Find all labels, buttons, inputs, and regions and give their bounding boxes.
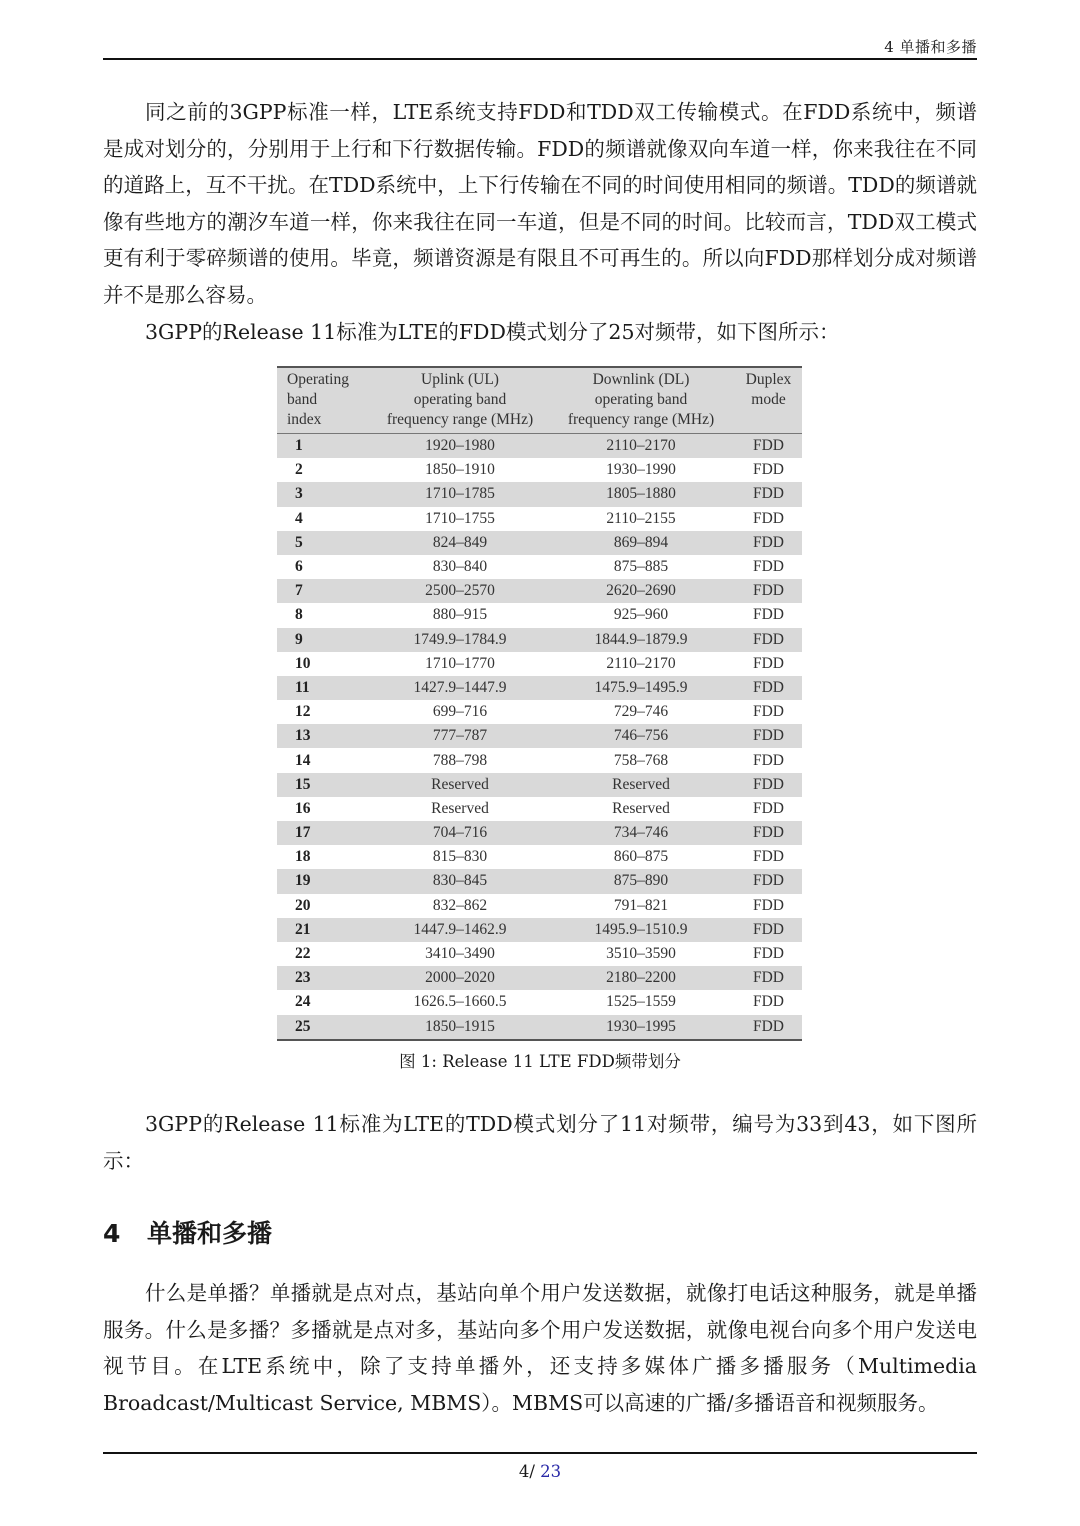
cell-duplex-mode: FDD <box>735 676 802 700</box>
table-header-row <box>277 367 802 434</box>
cell-uplink-range: 832–862 <box>373 894 547 918</box>
cell-downlink-range: 875–890 <box>547 869 735 893</box>
cell-uplink-range: 1710–1785 <box>373 482 547 506</box>
cell-uplink-range: 1447.9–1462.9 <box>373 918 547 942</box>
table-row <box>277 869 802 893</box>
cell-downlink-range: 2110–2155 <box>547 507 735 531</box>
cell-band-index: 20 <box>277 894 373 918</box>
cell-band-index: 7 <box>277 579 373 603</box>
cell-uplink-range: 2000–2020 <box>373 966 547 990</box>
cell-band-index: 23 <box>277 966 373 990</box>
header-downlink: Downlink (DL) operating band frequency range (MHz) <box>547 367 735 434</box>
running-header <box>103 34 977 58</box>
cell-duplex-mode: FDD <box>735 748 802 772</box>
cell-uplink-range: 1710–1770 <box>373 652 547 676</box>
cell-downlink-range: 925–960 <box>547 603 735 627</box>
cell-downlink-range: 1930–1995 <box>547 1015 735 1040</box>
table-body <box>277 434 802 1040</box>
cell-duplex-mode: FDD <box>735 482 802 506</box>
table-row <box>277 942 802 966</box>
section-heading <box>103 1214 272 1250</box>
cell-downlink-range: 1844.9–1879.9 <box>547 628 735 652</box>
cell-band-index: 3 <box>277 482 373 506</box>
cell-uplink-range: 777–787 <box>373 724 547 748</box>
cell-duplex-mode: FDD <box>735 652 802 676</box>
cell-downlink-range: 1475.9–1495.9 <box>547 676 735 700</box>
header-uplink: Uplink (UL) operating band frequency range (MHz) <box>373 367 547 434</box>
table-row <box>277 579 802 603</box>
cell-duplex-mode: FDD <box>735 821 802 845</box>
cell-uplink-range: 830–840 <box>373 555 547 579</box>
cell-duplex-mode: FDD <box>735 700 802 724</box>
cell-duplex-mode: FDD <box>735 434 802 459</box>
cell-duplex-mode: FDD <box>735 894 802 918</box>
cell-uplink-range: Reserved <box>373 773 547 797</box>
cell-downlink-range: 746–756 <box>547 724 735 748</box>
cell-duplex-mode: FDD <box>735 458 802 482</box>
cell-downlink-range: 758–768 <box>547 748 735 772</box>
cell-duplex-mode: FDD <box>735 531 802 555</box>
cell-duplex-mode: FDD <box>735 990 802 1014</box>
header-band-index: Operating band index <box>277 367 373 434</box>
table-row <box>277 821 802 845</box>
cell-duplex-mode: FDD <box>735 1015 802 1040</box>
table-row <box>277 434 802 459</box>
cell-uplink-range: 788–798 <box>373 748 547 772</box>
cell-downlink-range: 2110–2170 <box>547 434 735 459</box>
cell-band-index: 4 <box>277 507 373 531</box>
section-title: 单播和多播 <box>147 1219 273 1248</box>
cell-uplink-range: Reserved <box>373 797 547 821</box>
cell-duplex-mode: FDD <box>735 918 802 942</box>
footer-rule <box>103 1452 977 1454</box>
cell-downlink-range: 2180–2200 <box>547 966 735 990</box>
cell-duplex-mode: FDD <box>735 603 802 627</box>
table-row <box>277 797 802 821</box>
cell-band-index: 10 <box>277 652 373 676</box>
cell-band-index: 25 <box>277 1015 373 1040</box>
cell-band-index: 24 <box>277 990 373 1014</box>
unicast-multicast-paragraph: 什么是单播？单播就是点对点，基站向单个用户发送数据，就像打电话这种服务，就是单播服务。什么是多播？多播就是点对多，基站向多个用户发送数据，就像电视台向多个用户发送电视节目。在LTE系统中，除了支持单播外，还支持多媒体广播多播服务（Multimedia Broadcast/Multicast Service, MBMS）。MBMS可以高速的广播/多播语音和视频服务。 <box>103 1281 977 1415</box>
cell-duplex-mode: FDD <box>735 773 802 797</box>
cell-band-index: 19 <box>277 869 373 893</box>
table-row <box>277 555 802 579</box>
table-row <box>277 748 802 772</box>
cell-uplink-range: 699–716 <box>373 700 547 724</box>
cell-band-index: 1 <box>277 434 373 459</box>
intro-paragraph: 同之前的3GPP标准一样，LTE系统支持FDD和TDD双工传输模式。在FDD系统中，频谱是成对划分的，分别用于上行和下行数据传输。FDD的频谱就像双向车道一样，你来我往在不同的道路上，互不干扰。在TDD系统中，上下行传输在不同的时间使用相同的频谱。TDD的频谱就像有些地方的潮汐车道一样，你来我往在同一车道，但是不同的时间。比较而言，TDD双工模式更有利于零碎频谱的使用。毕竟，频谱资源是有限且不可再生的。所以向FDD那样划分成对频谱并不是那么容易。 <box>103 100 977 307</box>
cell-downlink-range: 875–885 <box>547 555 735 579</box>
cell-downlink-range: 2620–2690 <box>547 579 735 603</box>
cell-duplex-mode: FDD <box>735 869 802 893</box>
cell-band-index: 15 <box>277 773 373 797</box>
table-row <box>277 628 802 652</box>
table-row <box>277 966 802 990</box>
cell-uplink-range: 1427.9–1447.9 <box>373 676 547 700</box>
cell-duplex-mode: FDD <box>735 724 802 748</box>
page-current: 4/ <box>518 1462 535 1481</box>
cell-band-index: 2 <box>277 458 373 482</box>
cell-uplink-range: 1626.5–1660.5 <box>373 990 547 1014</box>
cell-downlink-range: 860–875 <box>547 845 735 869</box>
table-row <box>277 700 802 724</box>
cell-downlink-range: 869–894 <box>547 531 735 555</box>
cell-uplink-range: 1850–1910 <box>373 458 547 482</box>
cell-band-index: 5 <box>277 531 373 555</box>
cell-downlink-range: 1525–1559 <box>547 990 735 1014</box>
table-row <box>277 531 802 555</box>
cell-downlink-range: 2110–2170 <box>547 652 735 676</box>
cell-band-index: 17 <box>277 821 373 845</box>
table-row <box>277 724 802 748</box>
cell-band-index: 14 <box>277 748 373 772</box>
cell-duplex-mode: FDD <box>735 579 802 603</box>
cell-uplink-range: 2500–2570 <box>373 579 547 603</box>
cell-downlink-range: 3510–3590 <box>547 942 735 966</box>
table-row <box>277 603 802 627</box>
cell-duplex-mode: FDD <box>735 966 802 990</box>
cell-uplink-range: 880–915 <box>373 603 547 627</box>
figure-caption: 图 1: Release 11 LTE FDD频带划分 <box>399 1052 681 1071</box>
table-row <box>277 845 802 869</box>
cell-downlink-range: 734–746 <box>547 821 735 845</box>
table-row <box>277 507 802 531</box>
table-row <box>277 918 802 942</box>
cell-downlink-range: Reserved <box>547 773 735 797</box>
cell-uplink-range: 1749.9–1784.9 <box>373 628 547 652</box>
fdd-band-table-figure <box>277 366 802 1041</box>
cell-duplex-mode: FDD <box>735 507 802 531</box>
table-row <box>277 990 802 1014</box>
cell-downlink-range: 729–746 <box>547 700 735 724</box>
page-number <box>0 1462 1080 1481</box>
cell-downlink-range: 1930–1990 <box>547 458 735 482</box>
table-row <box>277 1015 802 1040</box>
cell-band-index: 16 <box>277 797 373 821</box>
cell-uplink-range: 824–849 <box>373 531 547 555</box>
cell-band-index: 12 <box>277 700 373 724</box>
table-row <box>277 894 802 918</box>
cell-band-index: 22 <box>277 942 373 966</box>
table-row <box>277 676 802 700</box>
cell-duplex-mode: FDD <box>735 628 802 652</box>
cell-downlink-range: Reserved <box>547 797 735 821</box>
section-number: 4 <box>103 1219 121 1248</box>
fdd-band-table <box>277 366 802 1041</box>
table-row <box>277 773 802 797</box>
cell-band-index: 13 <box>277 724 373 748</box>
header-rule <box>103 58 977 60</box>
cell-band-index: 18 <box>277 845 373 869</box>
fdd-intro-paragraph: 3GPP的Release 11标准为LTE的FDD模式划分了25对频带，如下图所示： <box>145 320 840 344</box>
cell-band-index: 9 <box>277 628 373 652</box>
cell-uplink-range: 704–716 <box>373 821 547 845</box>
table-row <box>277 652 802 676</box>
table-row <box>277 458 802 482</box>
cell-downlink-range: 1495.9–1510.9 <box>547 918 735 942</box>
cell-duplex-mode: FDD <box>735 942 802 966</box>
header-duplex: Duplex mode <box>735 367 802 434</box>
cell-uplink-range: 1850–1915 <box>373 1015 547 1040</box>
cell-downlink-range: 791–821 <box>547 894 735 918</box>
cell-uplink-range: 3410–3490 <box>373 942 547 966</box>
running-title: 4 单播和多播 <box>884 38 977 56</box>
page-total-link[interactable]: 23 <box>540 1462 562 1481</box>
cell-duplex-mode: FDD <box>735 555 802 579</box>
cell-band-index: 21 <box>277 918 373 942</box>
cell-band-index: 8 <box>277 603 373 627</box>
cell-band-index: 6 <box>277 555 373 579</box>
cell-band-index: 11 <box>277 676 373 700</box>
cell-duplex-mode: FDD <box>735 845 802 869</box>
cell-duplex-mode: FDD <box>735 797 802 821</box>
cell-uplink-range: 1710–1755 <box>373 507 547 531</box>
tdd-intro-paragraph: 3GPP的Release 11标准为LTE的TDD模式划分了11对频带，编号为33到43，如下图所示： <box>103 1112 977 1173</box>
cell-uplink-range: 830–845 <box>373 869 547 893</box>
cell-uplink-range: 815–830 <box>373 845 547 869</box>
table-row <box>277 482 802 506</box>
cell-uplink-range: 1920–1980 <box>373 434 547 459</box>
cell-downlink-range: 1805–1880 <box>547 482 735 506</box>
